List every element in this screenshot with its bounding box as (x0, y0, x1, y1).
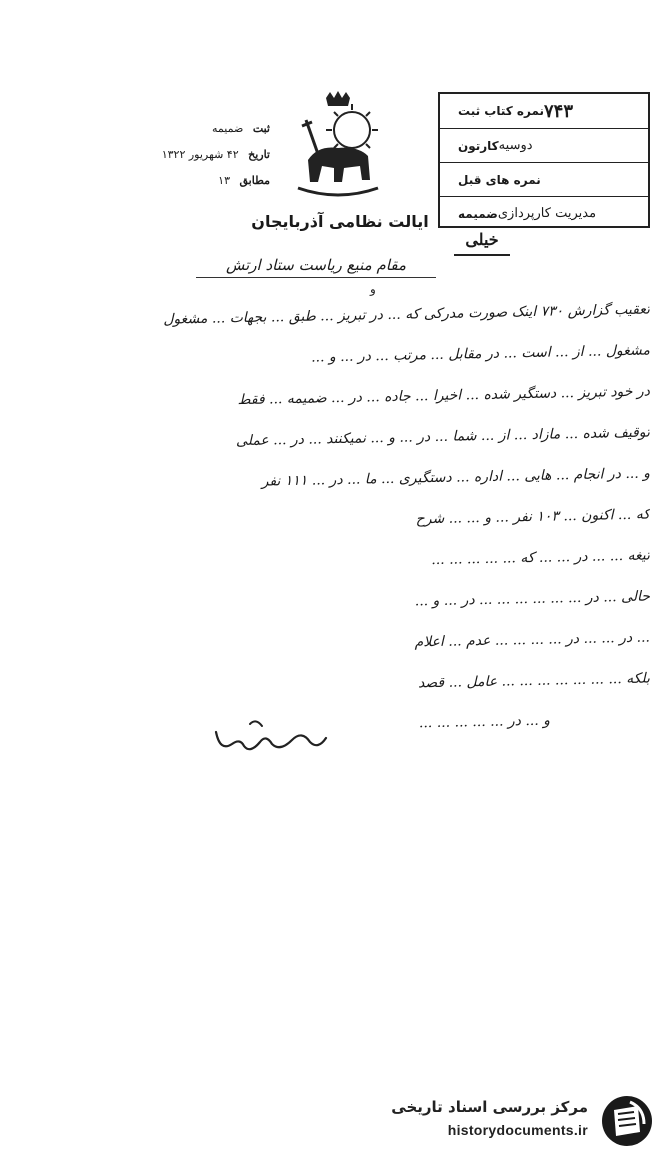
header-info (40, 116, 270, 194)
carton-value: دوسیه (498, 138, 533, 153)
salutation: مقام منیع ریاست ستاد ارتش (186, 256, 446, 274)
body-line: مشغول ... از ... است ... در مقابل ... مرتب ... در ... و ... (310, 342, 651, 366)
body-line: بلکه ... ... ... ... ... ... ... عامل ... قصد (417, 670, 651, 692)
lion-and-sun-emblem-icon (288, 90, 388, 200)
body-line: ... در ... ... در ... ... ... ... عدم ... اعلام (414, 629, 651, 651)
date-label: تاریخ (248, 148, 270, 161)
registration-line (40, 116, 270, 142)
date-value: ۴۲ شهریور ۱۳۲۲ (161, 148, 239, 161)
body-line: تیغه ... ... در ... ... که ... ... ... ... ... (431, 547, 651, 569)
registration-value: ضمیمه (212, 122, 244, 135)
handwritten-tag: خیلی (452, 230, 512, 256)
archive-logo-icon (600, 1094, 654, 1148)
enclosure-row (440, 196, 648, 230)
watermark-persian: مرکز بررسی اسناد تاریخی (391, 1098, 588, 1116)
enclosure-value: مدیریت کارپردازی (497, 206, 597, 221)
carton-row (440, 128, 648, 162)
match-value: ۱۳ (218, 174, 230, 187)
body-line: و ... در انجام ... هایی ... اداره ... دستگیری ... ما ... در ... ۱۱۱ نفر (261, 465, 651, 490)
date-line (40, 142, 270, 168)
watermark-website: historydocuments.ir (447, 1122, 588, 1138)
body-line: و ... در ... ... ... ... ... (418, 712, 551, 732)
match-line (40, 168, 270, 194)
enclosure-label: ضمیمه (458, 206, 498, 221)
registry-box (438, 92, 650, 228)
body-line: در خود تبریز ... دستگیر شده ... اخیرا ... جاده ... در ... ضمیمه ... فقط (237, 383, 651, 409)
body-line: تعقیب گزارش ۷۳۰ اینک صورت مدرکی که ... در تبریز ... طبق ... بجهات ... مشغول (163, 301, 651, 328)
previous-numbers-label: نمره های قبل (458, 172, 541, 187)
body-line: حالی ... در ... ... ... ... ... ... در ... و ... (414, 588, 651, 610)
letter-body (30, 296, 650, 747)
registration-label: ثبت (252, 122, 270, 135)
carton-label: کارتون (458, 138, 499, 153)
match-label: مطابق (239, 174, 270, 187)
body-line: که ... اکنون ... ۱۰۳ نفر ... و ... ... شرح (415, 506, 651, 528)
register-number-row (440, 94, 648, 128)
organization-title: ایالت نظامی آذربایجان (251, 212, 429, 231)
register-number-value: ۷۴۳ (544, 100, 574, 122)
signature-icon (210, 712, 330, 758)
body-line: توقیف شده ... مازاد ... از ... شما ... در ... و ... نمیکنند ... در ... عملی (235, 424, 651, 450)
watermark-footer (380, 1092, 660, 1148)
previous-numbers-row (440, 162, 648, 196)
small-mark: و (370, 282, 376, 296)
register-number-label: نمره کتاب ثبت (458, 104, 545, 118)
